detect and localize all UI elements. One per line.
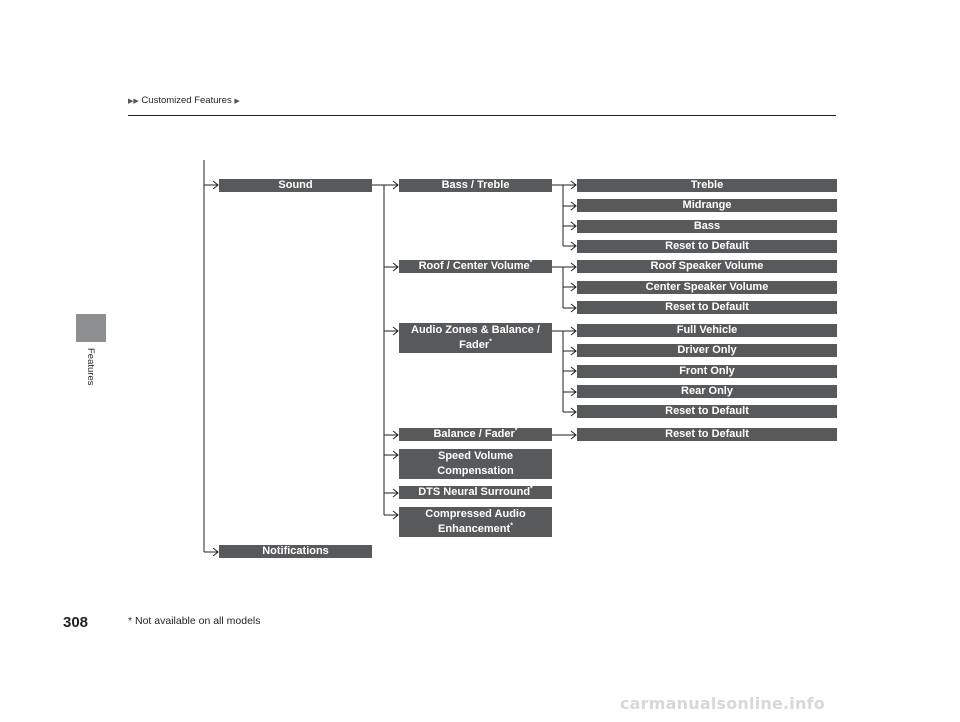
footnote-marker: *	[489, 338, 492, 346]
menu-item-full-vehicle[interactable]	[577, 324, 837, 337]
menu-item-roof-speaker-label: Roof Speaker Volume	[650, 260, 764, 272]
menu-item-reset-default[interactable]	[577, 428, 837, 441]
footnote-marker: *	[529, 259, 533, 267]
menu-item-audio-zones-label-line1: Audio Zones & Balance /	[411, 324, 540, 336]
menu-item-roof-center-label: Roof / Center Volume	[418, 260, 530, 272]
menu-item-compressed-audio-label-line2: Enhancement	[438, 523, 511, 535]
menu-item-speed-volume-label-line1: Speed Volume	[438, 450, 513, 462]
menu-item-speed-volume[interactable]	[399, 449, 552, 479]
menu-item-speed-volume-label-line2: Compensation	[437, 465, 514, 477]
menu-item-bass[interactable]	[577, 220, 837, 233]
menu-item-treble[interactable]	[577, 179, 837, 192]
menu-item-dts-label: DTS Neural Surround	[418, 486, 531, 498]
menu-item-front-only[interactable]	[577, 365, 837, 378]
watermark: carmanualsonline.info	[620, 694, 825, 713]
menu-item-reset-default-label: Reset to Default	[665, 301, 749, 313]
menu-item-rear-only-label: Rear Only	[681, 385, 733, 397]
menu-item-audio-zones-label-line2: Fader	[459, 339, 490, 351]
menu-item-front-only-label: Front Only	[679, 365, 735, 377]
menu-item-compressed-audio-label-line1: Compressed Audio	[425, 508, 526, 520]
menu-item-center-speaker-label: Center Speaker Volume	[645, 281, 769, 293]
menu-item-bass-treble-label: Bass / Treble	[441, 179, 510, 191]
menu-item-balance-fader-label: Balance / Fader	[433, 428, 515, 440]
page-number: 308	[63, 614, 89, 631]
menu-item-sound[interactable]	[219, 179, 372, 192]
menu-item-sound-label: Sound	[278, 179, 313, 191]
menu-item-treble-label: Treble	[690, 179, 724, 191]
menu-item-center-speaker-volume[interactable]	[577, 281, 837, 294]
footnote: * Not available on all models	[128, 615, 261, 627]
menu-item-reset-default-label: Reset to Default	[665, 405, 749, 417]
breadcrumb-label: Customized Features	[141, 95, 232, 106]
menu-item-notifications-label: Notifications	[262, 545, 329, 557]
menu-item-midrange-label: Midrange	[682, 199, 732, 211]
menu-item-balance-fader[interactable]	[399, 428, 552, 441]
footnote-marker: *	[510, 522, 513, 530]
menu-item-roof-speaker-volume[interactable]	[577, 260, 837, 273]
menu-item-compressed-audio[interactable]	[399, 507, 552, 537]
menu-item-roof-center-volume[interactable]	[399, 260, 552, 273]
section-tab-text: Features	[85, 348, 96, 386]
menu-item-driver-only[interactable]	[577, 344, 837, 357]
menu-item-reset-default-label: Reset to Default	[665, 428, 749, 440]
menu-item-dts-neural-surround[interactable]	[399, 486, 552, 499]
menu-item-reset-default[interactable]	[577, 240, 837, 253]
menu-item-reset-default[interactable]	[577, 301, 837, 314]
menu-item-notifications[interactable]	[219, 545, 372, 558]
menu-item-full-vehicle-label: Full Vehicle	[676, 324, 738, 336]
breadcrumb-arrow-icon: ▶▶	[128, 98, 139, 105]
menu-item-bass-label: Bass	[693, 220, 721, 232]
menu-item-midrange[interactable]	[577, 199, 837, 212]
menu-item-reset-default-label: Reset to Default	[665, 240, 749, 252]
footnote-marker: *	[530, 485, 533, 493]
menu-item-rear-only[interactable]	[577, 385, 837, 398]
menu-item-audio-zones[interactable]	[399, 323, 552, 353]
menu-item-driver-only-label: Driver Only	[677, 344, 737, 356]
footnote-marker: *	[514, 427, 518, 435]
menu-item-bass-treble[interactable]	[399, 179, 552, 192]
menu-item-reset-default[interactable]	[577, 405, 837, 418]
breadcrumb-arrow-icon: ▶	[234, 98, 240, 105]
